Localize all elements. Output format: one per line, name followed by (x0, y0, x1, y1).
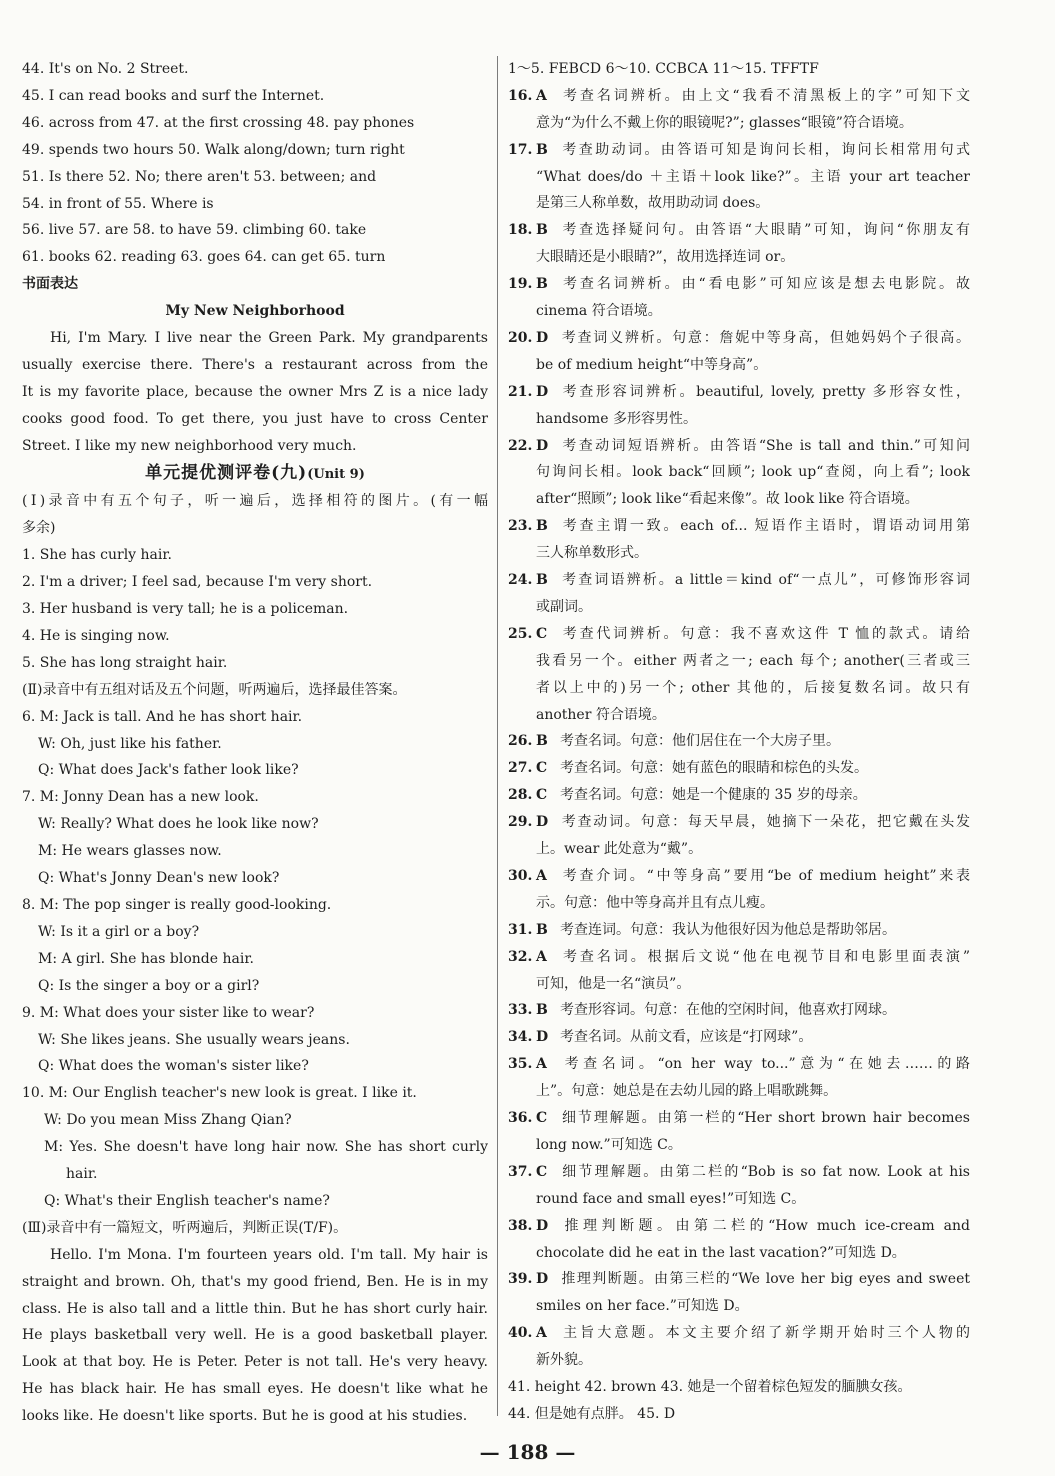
answer-item-line: another 符合语境。 (536, 706, 666, 723)
item-answer: B (536, 141, 548, 158)
item-number: 34. (508, 1029, 533, 1046)
answer-item (508, 782, 970, 809)
item-explanation: 考查代词辨析。句意：我不喜欢这件 T 恤的款式。请给 (560, 625, 970, 642)
final-answer-line: 44. 但是她有点胖。 45. D (508, 1405, 676, 1422)
answer-item-line: 示。句意：他中等身高并且有点儿瘦。 (536, 894, 774, 911)
item-answer: D (536, 329, 549, 346)
passage-line: class. He is also tall and a little thin. But he has short curly hair. (22, 1300, 488, 1317)
essay-line: Hi, I'm Mary. I live near the Green Park. My grandparents (50, 330, 488, 347)
item-explanation: 考查动词。句意：每天早晨，她摘下一朵花，把它戴在头发 (560, 814, 970, 831)
dialogue-line: W: Is it a girl or a boy? (38, 923, 200, 940)
item-number: 37. (508, 1163, 533, 1180)
answer-item-line (508, 755, 970, 782)
passage-line: He has black hair. He has small eyes. He doesn't like what he (22, 1381, 488, 1398)
item-explanation: 考查名词。句意：她是一个健康的 35 岁的母亲。 (560, 787, 867, 804)
dialogue-10 (22, 1080, 488, 1215)
item-number: 28. (508, 787, 533, 804)
essay-line: usually exercise there. There's a restaurant across from the (22, 356, 488, 373)
item-explanation: 考查名词辨析。由上文“我看不清黑板上的字”可知下文 (560, 87, 970, 104)
answer-line: 49. spends two hours 50. Walk along/down; turn right (22, 141, 405, 158)
item-explanation: 考查名词。“on her way to...”意为“在她去……的路 (560, 1056, 970, 1073)
passage-line: Hello. I'm Mona. I'm fourteen years old. I'm tall. My hair is (50, 1246, 488, 1263)
answer-item-line: 是第三人称单数，故用助动词 does。 (536, 195, 770, 212)
dialogue-line: M: A girl. She has blonde hair. (38, 950, 254, 967)
answer-item (508, 863, 970, 917)
answer-item (508, 1105, 970, 1159)
item-explanation: 考查词语辨析。a little＝kind of“一点儿”，可修饰形容词 (560, 572, 970, 589)
answer-item-line (508, 433, 970, 460)
item-answer: B (536, 276, 548, 293)
dialogue-10-m2: hair. (66, 1166, 98, 1183)
answer-item (508, 809, 970, 863)
top-answers: 1～5. FEBCD 6～10. CCBCA 11～15. TFFTF (508, 61, 819, 77)
item-number: 40. (508, 1325, 533, 1342)
item-answer: C (536, 1163, 548, 1180)
item-number: 23. (508, 518, 533, 535)
passage-line: straight and brown. Oh, that's my good friend, Ben. He is in my (22, 1273, 488, 1290)
answer-item-line (508, 567, 970, 594)
answer-item (508, 83, 970, 137)
item-explanation: 考查名词。从前文看，应该是“打网球”。 (560, 1029, 813, 1046)
item-explanation: 考查名词辨析。由“看电影”可知应该是想去电影院。故 (560, 276, 970, 293)
item-number: 36. (508, 1110, 533, 1127)
item-explanation: 考查形容词辨析。beautiful, lovely, pretty 多形容女性， (560, 383, 970, 400)
essay-line: Street. I like my new neighborhood very much. (22, 437, 357, 454)
answer-item-line (508, 1320, 970, 1347)
answer-item (508, 1213, 970, 1267)
item-number: 29. (508, 814, 533, 831)
item-explanation: 考查词义辨析。句意：詹妮中等身高，但她妈妈个子很高。 (560, 329, 970, 346)
item-answer: D (536, 383, 549, 400)
answer-item (508, 1266, 970, 1320)
answer-item (508, 1320, 970, 1374)
dialogue (22, 892, 488, 1000)
answer-item-line: 意为“为什么不戴上你的眼镜呢?”; glasses“眼镜”符合语境。 (536, 114, 913, 131)
answer-line: 46. across from 47. at the first crossing 48. pay phones (22, 114, 415, 131)
part1-items (22, 542, 488, 677)
item-number: 22. (508, 437, 533, 454)
item-number: 32. (508, 948, 533, 965)
item-answer: D (536, 437, 549, 454)
column-divider (497, 56, 498, 1416)
item-explanation: 考查名词。句意：他们居住在一个大房子里。 (560, 733, 840, 750)
answer-item-line: chocolate did he eat in the last vacation?”可知选 D。 (536, 1244, 906, 1261)
item-answer: B (536, 518, 548, 535)
dialogue (22, 704, 488, 785)
answer-item-line (508, 809, 970, 836)
answer-item (508, 1159, 970, 1213)
dialogue-line: 6. M: Jack is tall. And he has short hair. (22, 708, 303, 725)
dialogue-10-m1: M: Yes. She doesn't have long hair now. She has short curly (44, 1139, 488, 1156)
dialogues (22, 704, 488, 1081)
item-number: 30. (508, 867, 533, 884)
part1-title (22, 488, 488, 542)
writing-heading: 书面表达 (22, 276, 78, 293)
dialogue-line: 9. M: What does your sister like to wear? (22, 1004, 315, 1021)
essay-line: It is my favorite place, because the owner Mrs Z is a nice lady (22, 383, 488, 400)
answer-item-line: long now.”可知选 C。 (536, 1136, 682, 1153)
item-answer: C (536, 625, 548, 642)
unit-title-sub: (Unit 9) (307, 466, 365, 482)
item-number: 19. (508, 276, 533, 293)
answer-item-line (508, 217, 970, 244)
answer-item-line (508, 1051, 970, 1078)
answer-item-line: 新外貌。 (536, 1352, 592, 1369)
dialogue-line: 8. M: The pop singer is really good-looking. (22, 897, 332, 914)
item-explanation: 考查介词。“中等身高”要用“be of medium height”来表 (560, 867, 970, 884)
answer-items (508, 83, 970, 1374)
answer-item (508, 997, 970, 1024)
answer-line: 61. books 62. reading 63. goes 64. can get 65. turn (22, 249, 386, 266)
answer-item (508, 137, 970, 218)
dialogue-line: W: Really? What does he look like now? (38, 816, 319, 833)
answer-item-line: round face and small eyes!”可知选 C。 (536, 1190, 806, 1207)
item-explanation: 考查动词短语辨析。由答语“She is tall and thin.”可知问 (560, 437, 970, 454)
answer-item (508, 217, 970, 271)
passage-line: Look at that boy. He is Peter. Peter is not tall. He's very heavy. (22, 1354, 488, 1371)
dialogue-line: Q: What does Jack's father look like? (38, 762, 299, 779)
answer-item-line (508, 997, 970, 1024)
part1-title-line: (Ⅰ)录音中有五个句子，听一遍后，选择相符的图片。(有一幅 (22, 493, 488, 510)
page-number: — 188 — (479, 1440, 576, 1464)
item-explanation: 考查连词。句意：我认为他很好因为他总是帮助邻居。 (560, 921, 896, 938)
final-answer-line: 41. height 42. brown 43. 她是一个留着棕色短发的腼腆女孩。 (508, 1379, 912, 1396)
answer-item (508, 917, 970, 944)
item-explanation: 考查主谓一致。each of... 短语作主语时，谓语动词用第 (560, 518, 970, 535)
answer-item (508, 728, 970, 755)
answer-item-line (508, 1213, 970, 1240)
essay-line: cooks good food. To get there, you just have to cross Center (22, 410, 488, 427)
item-answer: C (536, 787, 548, 804)
item-explanation: 考查选择疑问句。由答语“大眼睛”可知，询问“你朋友有 (560, 222, 970, 239)
item-answer: D (536, 1217, 549, 1234)
listening-item: 5. She has long straight hair. (22, 654, 228, 671)
item-explanation: 细节理解题。由第二栏的“Bob is so fat now. Look at his (560, 1163, 970, 1180)
answer-item-line (508, 944, 970, 971)
item-number: 24. (508, 572, 533, 589)
item-number: 31. (508, 921, 533, 938)
answer-line: 45. I can read books and surf the Internet. (22, 87, 325, 104)
item-answer: A (536, 948, 547, 965)
answer-item (508, 1051, 970, 1105)
dialogue-line: 7. M: Jonny Dean has a new look. (22, 789, 259, 806)
answer-line: 56. live 57. are 58. to have 59. climbing 60. take (22, 222, 367, 239)
answer-item-line: “What does/do ＋主语＋look like?”。主语 your art teacher (536, 168, 970, 185)
listening-item: 4. He is singing now. (22, 627, 170, 644)
item-number: 39. (508, 1271, 533, 1288)
item-number: 27. (508, 760, 533, 777)
answer-item-line (508, 782, 970, 809)
dialogue-line: W: She likes jeans. She usually wears jeans. (38, 1031, 350, 1048)
answer-item-line (508, 325, 970, 352)
answer-item-line (508, 728, 970, 755)
item-explanation: 考查形容词。句意：在他的空闲时间，他喜欢打网球。 (560, 1002, 896, 1019)
answer-item-line (508, 137, 970, 164)
item-answer: A (536, 1056, 547, 1073)
answer-item (508, 513, 970, 567)
answer-item-line: cinema 符合语境。 (536, 303, 662, 320)
dialogue-line: Q: What does the woman's sister like? (38, 1058, 309, 1075)
part3-title: (Ⅲ)录音中有一篇短文，听两遍后，判断正误(T/F)。 (22, 1219, 348, 1236)
answer-item (508, 755, 970, 782)
item-answer: B (536, 733, 548, 750)
item-number: 35. (508, 1056, 533, 1073)
answer-item-line (508, 1266, 970, 1293)
dialogue-line: W: Oh, just like his father. (38, 735, 222, 752)
essay-title: My New Neighborhood (165, 303, 345, 320)
item-number: 17. (508, 141, 533, 158)
unit-title (22, 460, 488, 489)
item-answer: D (536, 814, 549, 831)
answer-item-line: 上。wear 此处意为“戴”。 (536, 841, 703, 858)
item-explanation: 主旨大意题。本文主要介绍了新学期开始时三个人物的 (560, 1325, 970, 1342)
item-explanation: 考查助动词。由答语可知是询问长相，询问长相常用句式 (560, 141, 970, 158)
answer-item-line: be of medium height“中等身高”。 (536, 356, 768, 373)
item-number: 20. (508, 329, 533, 346)
answer-item-line: 可知，他是一名“演员”。 (536, 975, 691, 992)
dialogue-10-w: W: Do you mean Miss Zhang Qian? (44, 1112, 292, 1129)
listening-item: 2. I'm a driver; I feel sad, because I'm very short. (22, 574, 373, 591)
answer-item (508, 325, 970, 379)
answer-item-line: 上”。句意：她总是在去幼儿园的路上唱歌跳舞。 (536, 1083, 838, 1100)
item-number: 21. (508, 383, 533, 400)
answer-item-line (508, 83, 970, 110)
dialogue (22, 1000, 488, 1081)
passage-line: He plays basketball very well. He is a good basketball player. (22, 1327, 488, 1344)
item-explanation: 考查名词。句意：她有蓝色的眼睛和棕色的头发。 (560, 760, 868, 777)
item-answer: C (536, 760, 548, 777)
answer-item-line (508, 1105, 970, 1132)
essay-body (22, 325, 488, 459)
item-explanation: 考查名词。根据后文说“他在电视节目和电影里面表演” (560, 948, 970, 965)
item-answer: B (536, 921, 548, 938)
answer-item-line: 或副词。 (536, 598, 592, 615)
dialogue-line: Q: Is the singer a boy or a girl? (38, 977, 260, 994)
answer-item-line (508, 379, 970, 406)
item-explanation: 细节理解题。由第一栏的“Her short brown hair becomes (560, 1110, 970, 1127)
item-answer: D (536, 1029, 549, 1046)
dialogue-10-q: Q: What's their English teacher's name? (44, 1192, 330, 1209)
item-answer: D (536, 1271, 549, 1288)
item-number: 38. (508, 1217, 533, 1234)
dialogue-line: Q: What's Jonny Dean's new look? (38, 870, 280, 887)
answer-item-line (508, 621, 970, 648)
dialogue-line: M: He wears glasses now. (38, 843, 222, 860)
answer-line: 54. in front of 55. Where is (22, 195, 214, 212)
unit-title-main: 单元提优测评卷(九) (145, 462, 308, 483)
answer-item-line: 句询问长相。look back“回顾”; look up“查阅，向上看”; look (536, 464, 970, 481)
item-number: 25. (508, 625, 533, 642)
item-answer: A (536, 1325, 547, 1342)
final-answers (508, 1374, 970, 1428)
right-column (508, 56, 970, 1428)
answer-item (508, 567, 970, 621)
answer-item-line: handsome 多形容男性。 (536, 410, 697, 427)
passage-line: looks like. He doesn't like sports. But he is good at his studies. (22, 1408, 468, 1425)
item-number: 18. (508, 222, 533, 239)
item-number: 33. (508, 1002, 533, 1019)
answer-item-line (508, 1159, 970, 1186)
answer-item (508, 433, 970, 514)
item-number: 16. (508, 87, 533, 104)
left-column (22, 56, 488, 1430)
part1-title-line: 多余) (22, 520, 56, 537)
item-answer: B (536, 222, 548, 239)
item-answer: C (536, 1110, 548, 1127)
item-answer: A (536, 867, 547, 884)
answer-item-line: 三人称单数形式。 (536, 545, 648, 562)
answer-item-line: after“照顾”; look like“看起来像”。故 look like 符合语境。 (536, 491, 919, 508)
part2-title: (Ⅱ)录音中有五组对话及五个问题，听两遍后，选择最佳答案。 (22, 681, 407, 698)
item-explanation: 推理判断题。由第三栏的“We love her big eyes and sweet (560, 1271, 970, 1288)
answer-item-line (508, 513, 970, 540)
previous-answers (22, 56, 488, 271)
answer-item-line: 大眼睛还是小眼睛?”，故用选择连词 or。 (536, 249, 795, 266)
passage (22, 1242, 488, 1430)
dialogue (22, 784, 488, 892)
answer-item (508, 621, 970, 729)
listening-item: 3. Her husband is very tall; he is a policeman. (22, 601, 349, 618)
answer-item (508, 1024, 970, 1051)
item-answer: B (536, 1002, 548, 1019)
answer-item-line (508, 917, 970, 944)
listening-item: 1. She has curly hair. (22, 547, 172, 564)
answer-item-line (508, 863, 970, 890)
answer-item-line (508, 271, 970, 298)
answer-item-line: 者以上中的)另一个; other 其他的，后接复数名词。故只有 (536, 679, 970, 696)
answer-item (508, 379, 970, 433)
item-explanation: 推理判断题。由第二栏的“How much ice-cream and (560, 1217, 970, 1234)
answer-item (508, 944, 970, 998)
dialogue-10-first: 10. M: Our English teacher's new look is great. I like it. (22, 1085, 417, 1102)
item-number: 26. (508, 733, 533, 750)
answer-item-line: 我看另一个。either 两者之一; each 每个; another(三者或三 (536, 652, 970, 669)
answer-item-line (508, 1024, 970, 1051)
answer-line: 51. Is there 52. No; there aren't 53. between; and (22, 168, 377, 185)
item-answer: B (536, 572, 548, 589)
answer-item (508, 271, 970, 325)
answer-line: 44. It's on No. 2 Street. (22, 61, 189, 77)
answer-item-line: smiles on her face.”可知选 D。 (536, 1298, 749, 1315)
item-answer: A (536, 87, 547, 104)
